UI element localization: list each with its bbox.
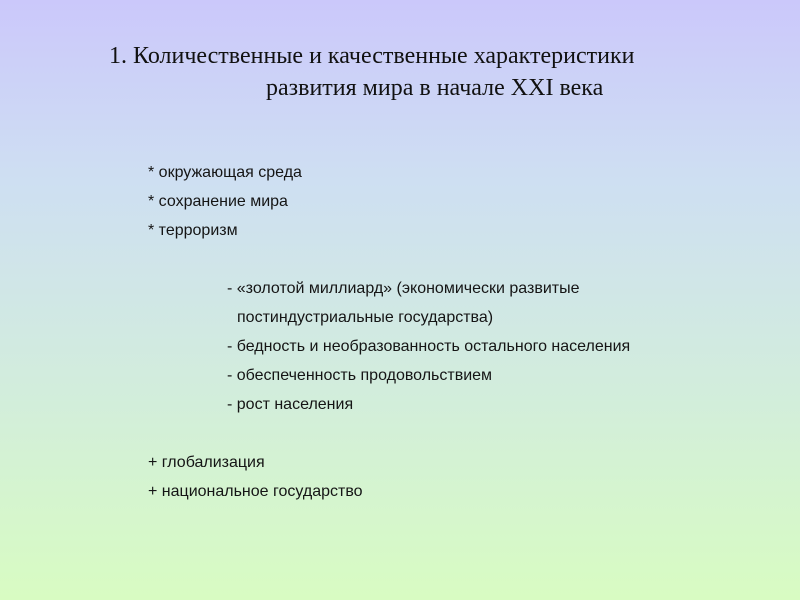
list-item-population-growth: - рост населения [227, 396, 354, 413]
list-item-food-supply: - обеспеченность продовольствием [227, 367, 493, 384]
list-item-golden-billion: - «золотой миллиард» (экономически развитые [227, 280, 580, 297]
list-item-golden-billion-continued: постиндустриальные государства) [237, 309, 494, 326]
slide-title-line-1: 1. Количественные и качественные характеристики [109, 43, 635, 69]
list-item-globalization: + глобализация [148, 454, 265, 471]
slide-title-line-2: развития мира в начале XXI века [266, 75, 604, 101]
list-item-terrorism: * терроризм [148, 222, 238, 239]
list-item-environment: * окружающая среда [148, 164, 302, 181]
list-item-nation-state: + национальное государство [148, 483, 363, 500]
list-item-poverty: - бедность и необразованность остального населения [227, 338, 631, 355]
list-item-peace-keeping: * сохранение мира [148, 193, 288, 210]
